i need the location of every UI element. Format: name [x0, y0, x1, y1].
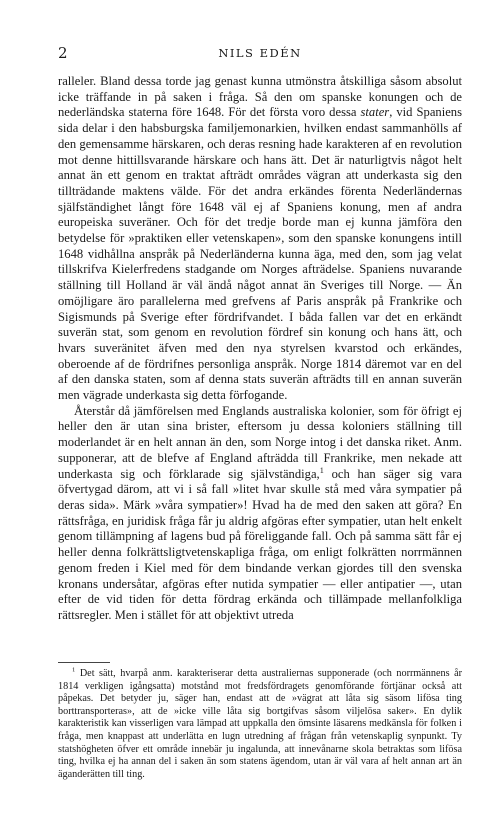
text-run: Återstår då jämförelsen med Englands australiska kolonier, som för öfrigt ej heller den är utan sina brister, eftersom ju dessa koloniers ställning till moderlandet är en helt annan än den, som Norge intog i det danska riket. Anm. supponerar, att de blefve af England afträdda till Frankrike, men nekade att underkasta sig och förklarade sig självständiga, [58, 403, 462, 481]
footnotes [58, 668, 462, 781]
emphasis: stater [360, 105, 390, 120]
footnote-rule [58, 662, 110, 663]
footnote [58, 668, 462, 781]
text-run: ralleler. Bland dessa torde jag genast kunna utmönstra åtskilliga såsom absolut icke träffande in på saken i fråga. Så den om spanske konungen och de nederländska staterna före 1648. För det första voro dessa [58, 74, 462, 120]
text-run: och han säger sig vara öfvertygad därom, att vi i så fall »litet hvar skulle stå med våra sympatier på deras sida». Märk »våra sympatier»! Hvad ha de med den saken att göra? En rättsfråga, en juridisk fråga får ju aldrig afgöras efter sympatier, utan helt enkelt genom tillämpning af lagens bud på föreliggande fall. Och på samma sätt får ej heller denna folkrättsligtvetenskapliga fråga, om enligt folkrätten norrmännen genom freden i Kiel med för dem bindande verkan gjordes till den svenska kronans undersåtar, afgöras efter nutida sympatier — eller antipatier —, utan efter de vid tiden för detta fördrag erkända och tillämpade mellanfolkliga rättsregler. Men i stället för att objektivt utreda [58, 466, 462, 622]
running-head: NILS EDÉN [218, 46, 302, 60]
footnote-text: Det sätt, hvarpå anm. karakteriserar detta australiernas supponerade (och norrmännens år 1814 verkligen igångsatta) motstånd mot fredsfördragets genomförande förtjänar också att påpekas. Det betyder ju, säger han, endast att de »vägrat att låta sig säsom lifösa ting borttransporteras», att de »icke ville låta sig bortgifvas såsom viljelösa saker». En dylik karakteristik kan visserligen vara lämpad att uppkalla den ömsinte läsarens medkänsla för folken i fråga, men knappast att underlätta en lugn utredning af frågan från vetenskaplig synpunkt. Ty statshögheten öfver ett område innebär ju ingalunda, att innevånarne skola betraktas som lifösa ting, hvilka ej ha annan del i saken än som statens ägendom, utan är väl vara af helt annan art än äganderätten till ting. [58, 668, 462, 780]
text-run: , vid Spaniens sida delar i den habsburgska familjemonarkien, hvilken endast sammanhölls af den gemensamme härskaren, och deras resning hade karakteren af en revolution mot denne hittillsvarande härskare och hans ätt. Det är naturligtvis något helt annat än ett genom en traktat afträdt områdes vägran att underkasta sig den tillträdande maktens välde. För det andra erkändes förenta Nederländernas själfständighet långt före 1648 väl ej af Spaniens konung, men af andra europeiska suveräner. Och för det tredje borde man ej kunna jämföra den betydelse för »praktiken eller vetenskapen», som den spanske konungens intill 1648 vidhållna anspråk på Nederländerna kunna äga, med den, som jag velat tillskrifva Kielerfredens stadgande om Norges afträdelse. Spaniens nuvarande ställning till Holland är väl ändå något annat än Sveriges till Norge. — Än omöjligare äro parallelerna med grefvens af Paris anspråk på Frankrike och Sigismunds på Sverige efter fördrifvandet. I båda fallen var det en erkändt suverän stat, som genom en revolution fördref sin konung och hans ätt, och hvars suveränitet äfven med den nya styrelsen kvarstod och erkändes, oberoende af de fördrifnes personliga anspråk. Norge 1814 däremot var en del af den danska staten, som af denna stats suverän afträdts till en annan suverän men vägrade underkasta sig detta förfogande. [58, 105, 462, 403]
paragraph [58, 74, 462, 404]
footnote-mark: 1 [72, 666, 76, 674]
page-header [58, 45, 462, 61]
paragraph [58, 404, 462, 624]
page-number: 2 [58, 44, 68, 62]
footnote-ref: 1 [319, 465, 324, 475]
body-text [58, 74, 462, 624]
